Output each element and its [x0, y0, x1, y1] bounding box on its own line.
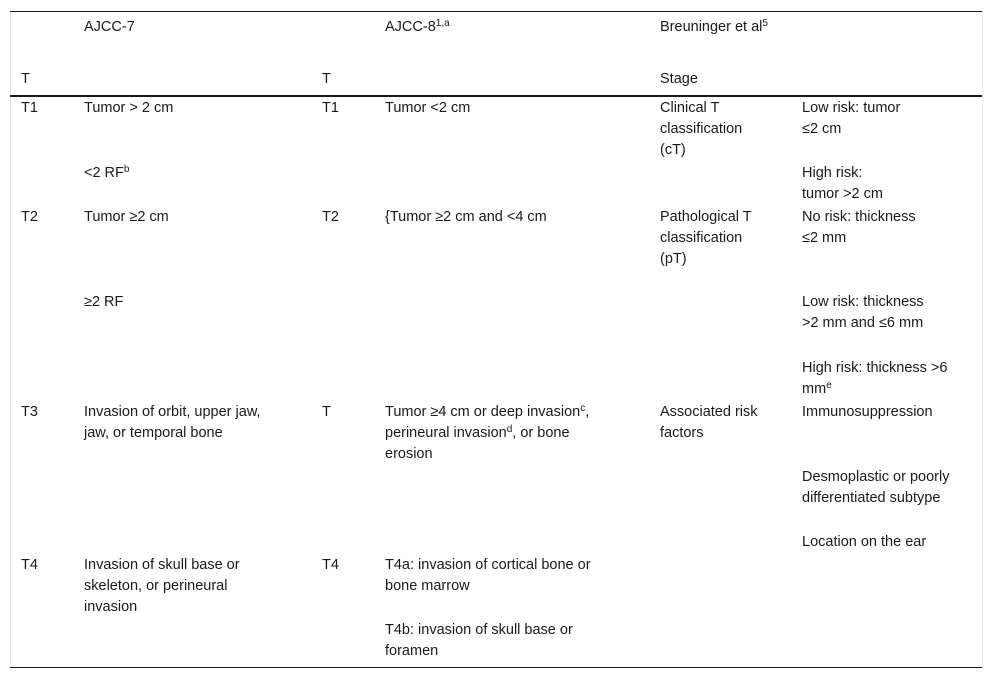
cell-desc8-r9: T4a: invasion of cortical bone or bone marrow [385, 557, 591, 594]
cell-risk-r8: Location on the ear [802, 534, 927, 550]
table-top-rule [10, 11, 982, 12]
cell-desc7-r4: ≥2 RF [84, 294, 124, 310]
cell-risk-r3: No risk: thickness ≤2 mm [802, 209, 916, 246]
cell-risk-r5: High risk: thickness >6 $mm^e$ [802, 360, 948, 397]
cell-t7-r1: T1 [21, 100, 38, 116]
cell-t8-r3: T2 [322, 209, 339, 225]
cell-t7-r6: T3 [21, 404, 38, 420]
cell-desc7-r1: Tumor > 2 cm [84, 100, 174, 116]
cell-t8-r6: T [322, 404, 331, 420]
cell-desc7-r9: Invasion of skull base or skeleton, or perineural invasion [84, 557, 240, 615]
cell-stage-r6: Associated risk factors [660, 404, 758, 441]
cell-stage-r3: Pathological T classification (pT) [660, 209, 752, 267]
cell-risk-r6: Immunosuppression [802, 404, 933, 420]
header-ajcc8: AJCC-8$^{1,a}$ [385, 18, 450, 35]
cell-desc7-r3: Tumor ≥2 cm [84, 209, 169, 225]
cell-desc8-r3: {Tumor ≥2 cm and <4 cm [385, 209, 547, 225]
cell-risk-r1: Low risk: tumor ≤2 cm [802, 100, 901, 137]
cell-desc7-r6: Invasion of orbit, upper jaw, jaw, or temporal bone [84, 404, 261, 441]
cell-desc8-r6: Tumor ≥4 cm or deep invasion$^c$, perineural invasion$^d$, or bone erosion [385, 403, 590, 462]
header-t-mid: T [322, 71, 331, 87]
cell-t8-r1: T1 [322, 100, 339, 116]
cell-risk-r7: Desmoplastic or poorly differentiated subtype [802, 469, 950, 506]
cell-stage-r1: Clinical T classification (cT) [660, 100, 743, 158]
table-bottom-rule [10, 667, 982, 668]
cell-desc8-r1: Tumor <2 cm [385, 100, 471, 116]
header-ajcc7: AJCC-7 [84, 19, 135, 35]
cell-risk-r4: Low risk: thickness >2 mm and ≤6 mm [802, 294, 924, 331]
header-breuninger: Breuninger et $al^5$ [660, 18, 768, 35]
cell-risk-r2: High risk: tumor >2 cm [802, 165, 883, 202]
header-t-left: T [21, 71, 30, 87]
cell-t8-r9: T4 [322, 557, 339, 573]
cell-t7-r9: T4 [21, 557, 38, 573]
header-stage: Stage [660, 71, 698, 87]
cell-desc8-r10: T4b: invasion of skull base or foramen [385, 622, 573, 659]
header-divider-rule [10, 95, 982, 97]
cell-t7-r3: T2 [21, 209, 38, 225]
cell-desc7-r2: <2 $RF^b$ [84, 164, 130, 181]
